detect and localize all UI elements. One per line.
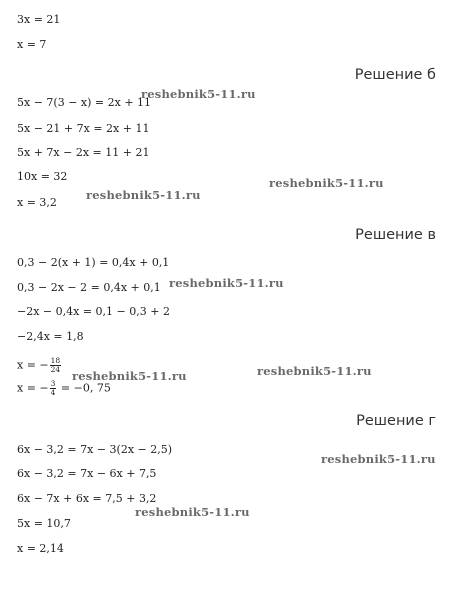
solution-heading-v: Решение в — [355, 227, 436, 243]
equation-line: 5x − 7(3 − x) = 2x + 11 — [17, 96, 152, 109]
fraction-suffix: = −0, 75 — [57, 381, 111, 395]
solution-heading-g: Решение г — [356, 413, 436, 429]
equation-line: 3x = 21 — [17, 13, 61, 26]
fraction-denominator: 24 — [50, 365, 61, 374]
watermark: reshebnik5-11.ru — [135, 505, 250, 519]
watermark: reshebnik5-11.ru — [72, 369, 187, 383]
watermark: reshebnik5-11.ru — [169, 276, 284, 290]
fraction — [50, 357, 62, 374]
solution-heading-b: Решение б — [354, 67, 436, 83]
equation-line: 6x − 7x + 6x = 7,5 + 3,2 — [17, 492, 157, 505]
watermark: reshebnik5-11.ru — [86, 188, 201, 202]
equation-line: 0,3 − 2(x + 1) = 0,4x + 0,1 — [17, 256, 170, 269]
equation-line: x = 2,14 — [17, 542, 64, 555]
watermark: reshebnik5-11.ru — [269, 176, 384, 190]
equation-line: −2x − 0,4x = 0,1 − 0,3 + 2 — [17, 305, 170, 318]
fraction — [50, 380, 57, 397]
equation-line: 5x − 21 + 7x = 2x + 11 — [17, 122, 150, 135]
equation-line: x = 7 — [17, 38, 47, 51]
equation-line: 5x = 10,7 — [17, 517, 71, 530]
fraction-numerator: 18 — [50, 356, 61, 365]
equation-line: 10x = 32 — [17, 170, 68, 183]
equation-line: 5x + 7x − 2x = 11 + 21 — [17, 146, 150, 159]
fraction-prefix: x = − — [17, 358, 49, 372]
fraction-equation-line — [17, 357, 62, 374]
equation-line: 0,3 − 2x − 2 = 0,4x + 0,1 — [17, 281, 161, 294]
equation-line: 6x − 3,2 = 7x − 3(2x − 2,5) — [17, 443, 173, 456]
equation-line: x = 3,2 — [17, 196, 57, 209]
watermark: reshebnik5-11.ru — [141, 87, 256, 101]
fraction-denominator: 4 — [50, 388, 56, 397]
watermark: reshebnik5-11.ru — [257, 364, 372, 378]
watermark: reshebnik5-11.ru — [321, 452, 436, 466]
fraction-numerator: 3 — [50, 379, 56, 388]
equation-line: 6x − 3,2 = 7x − 6x + 7,5 — [17, 467, 157, 480]
fraction-prefix: x = − — [17, 381, 49, 395]
equation-line: −2,4x = 1,8 — [17, 330, 84, 343]
